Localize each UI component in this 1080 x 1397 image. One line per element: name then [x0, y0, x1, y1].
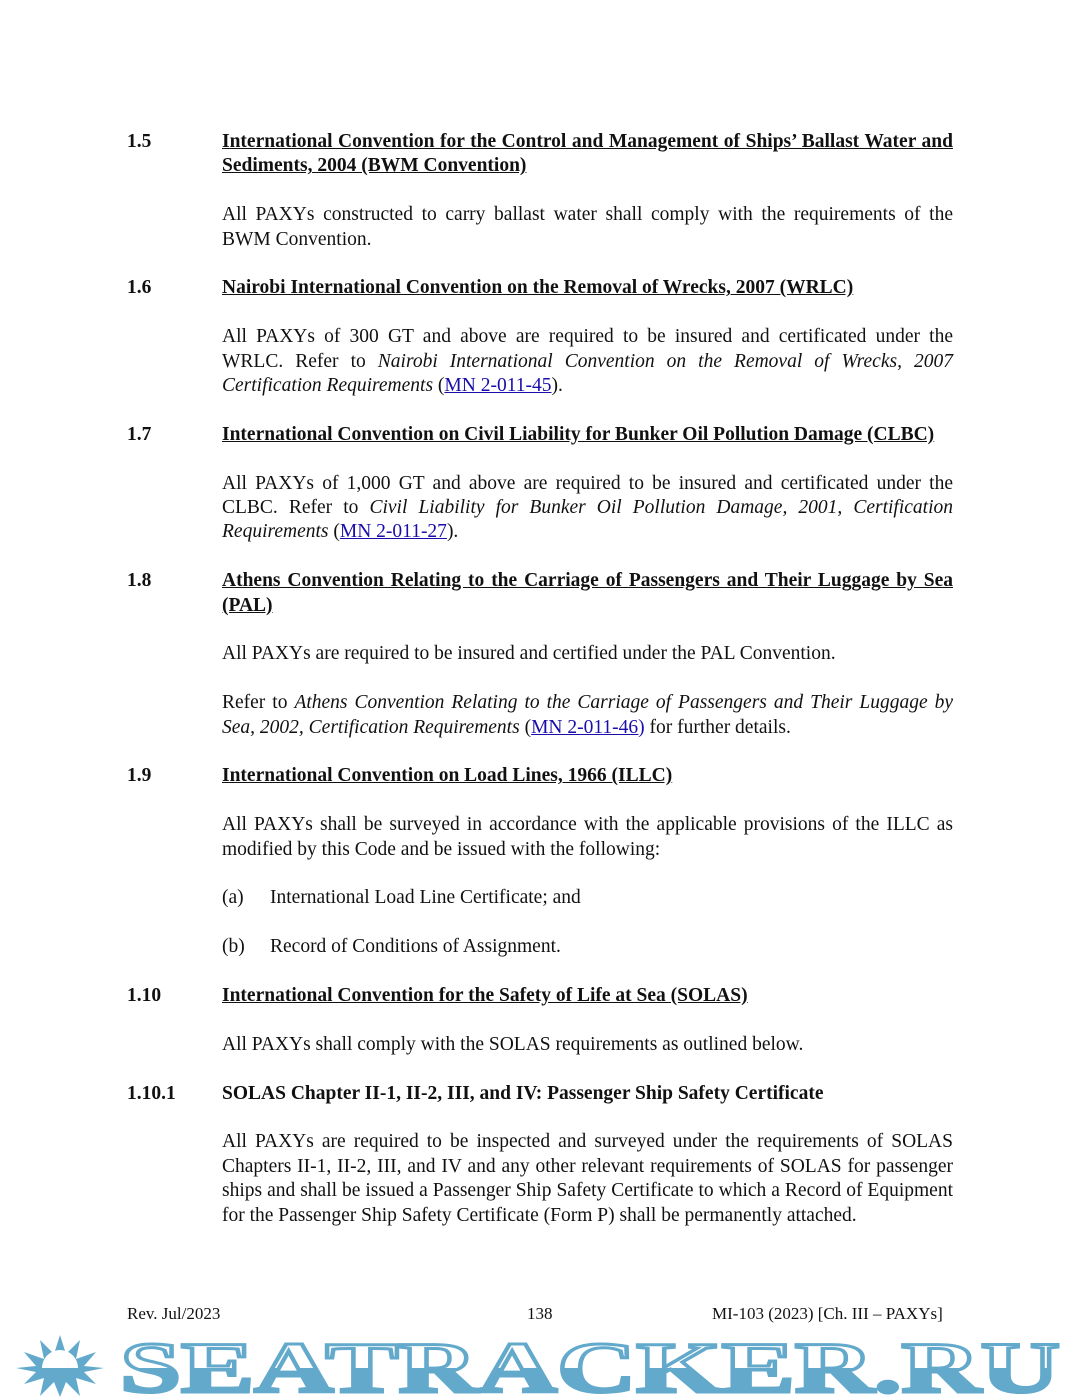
section-number: 1.10.1 [127, 1082, 176, 1104]
text: ). [446, 521, 459, 543]
section-number: 1.8 [127, 570, 152, 592]
paragraph [222, 472, 953, 545]
section-number: 1.6 [127, 277, 152, 299]
footer-revision: Rev. Jul/2023 [127, 1304, 221, 1323]
paragraph: All PAXYs shall comply with the SOLAS requirements as outlined below. [222, 1033, 804, 1055]
text: Refer to [222, 692, 295, 714]
section-number: 1.10 [127, 985, 162, 1007]
paragraph: All PAXYs are required to be inspected and surveyed under the requirements of SOLAS Chapters II-1, II-2, III, and IV and any other relevant requirements of SOLAS for passenger ships and shall be issued a Passenger Ship Safety Certificate to which a Record of Equipment for the Passenger Ship Safety Certificate (Form P) shall be permanently attached. [222, 1131, 953, 1226]
section-number: 1.7 [127, 423, 152, 445]
section-1-9-heading-row [127, 764, 953, 788]
text: All PAXYs of 1,000 GT and above are required to be insured and certificated under the CLBC. Refer to [222, 472, 953, 519]
footer-document-id: MI-103 (2023) [Ch. III – PAXYs] [712, 1304, 943, 1323]
paragraph-row [127, 1033, 953, 1057]
section-heading: International Convention on Load Lines, 1966 (ILLC) [222, 765, 673, 787]
list-marker: (b) [222, 936, 245, 958]
section-heading: Athens Convention Relating to the Carriage of Passengers and Their Luggage by Sea (PAL) [222, 570, 953, 616]
list-text: Record of Conditions of Assignment. [270, 936, 561, 958]
section-1-10-heading-row [127, 984, 953, 1008]
text: ). [551, 375, 563, 397]
mn-link[interactable]: MN 2-011-45 [444, 375, 552, 397]
paragraph-row [127, 203, 953, 252]
paragraph-row [127, 325, 953, 398]
section-heading: International Convention for the Control and Management of Ships’ Ballast Water and Sediments, 2004 (BWM Convention) [222, 131, 953, 177]
list-marker: (a) [222, 887, 244, 909]
watermark-text: SEATRACKER.RU [120, 1334, 1060, 1397]
section-heading: International Convention on Civil Liability for Bunker Oil Pollution Damage (CLBC) [222, 423, 935, 445]
mn-link[interactable]: MN 2-011-46) [531, 716, 645, 738]
mn-link[interactable]: MN 2-011-27 [339, 521, 447, 543]
paragraph-row [127, 691, 953, 740]
italic-title: Civil Liability for Bunker Oil Pollution Damage, 2001, Certification Requirements [222, 497, 953, 543]
section-heading: International Convention for the Safety of Life at Sea (SOLAS) [222, 985, 748, 1007]
paragraph-row [127, 472, 953, 545]
list-item [127, 935, 953, 959]
subsection-heading: SOLAS Chapter II-1, II-2, III, and IV: Passenger Ship Safety Certificate [222, 1082, 824, 1104]
paragraph [222, 325, 953, 398]
text: ( [433, 375, 445, 397]
text: for further details. [644, 716, 791, 738]
paragraph [222, 691, 953, 740]
section-1-7-heading-row [127, 423, 953, 447]
section-1-6-heading-row [127, 276, 953, 300]
paragraph-row [127, 1130, 953, 1228]
section-1-8-heading-row [127, 569, 953, 618]
text: All PAXYs of 300 GT and above are required to be insured and certificated under the WRLC. Refer to [222, 326, 953, 372]
paragraph: All PAXYs constructed to carry ballast water shall comply with the requirements of the BWM Convention. [222, 204, 953, 250]
paragraph: All PAXYs are required to be insured and certified under the PAL Convention. [222, 643, 836, 665]
footer-page-number: 138 [527, 1304, 553, 1323]
italic-title: Athens Convention Relating to the Carriage of Passengers and Their Luggage by Sea, 2002, Certification Requirements [222, 692, 953, 738]
section-1-5-heading-row [127, 130, 953, 179]
document-body [127, 130, 953, 1252]
sun-icon [16, 1335, 104, 1397]
section-1-10-1-heading-row [127, 1082, 953, 1106]
section-number: 1.9 [127, 765, 152, 787]
section-heading: Nairobi International Convention on the Removal of Wrecks, 2007 (WRLC) [222, 277, 854, 299]
text: ( [519, 716, 532, 738]
seatracker-watermark-logo [0, 1334, 1080, 1397]
paragraph-row [127, 813, 953, 862]
section-number: 1.5 [127, 131, 152, 152]
paragraph-row [127, 642, 953, 666]
italic-title: Nairobi International Convention on the Removal of Wrecks, 2007 Certification Requirements [222, 350, 953, 397]
list-text: International Load Line Certificate; and [270, 887, 581, 909]
paragraph: All PAXYs shall be surveyed in accordance with the applicable provisions of the ILLC as modified by this Code and be issued with the following: [222, 814, 953, 860]
list-item [127, 886, 953, 910]
text: ( [328, 521, 340, 543]
